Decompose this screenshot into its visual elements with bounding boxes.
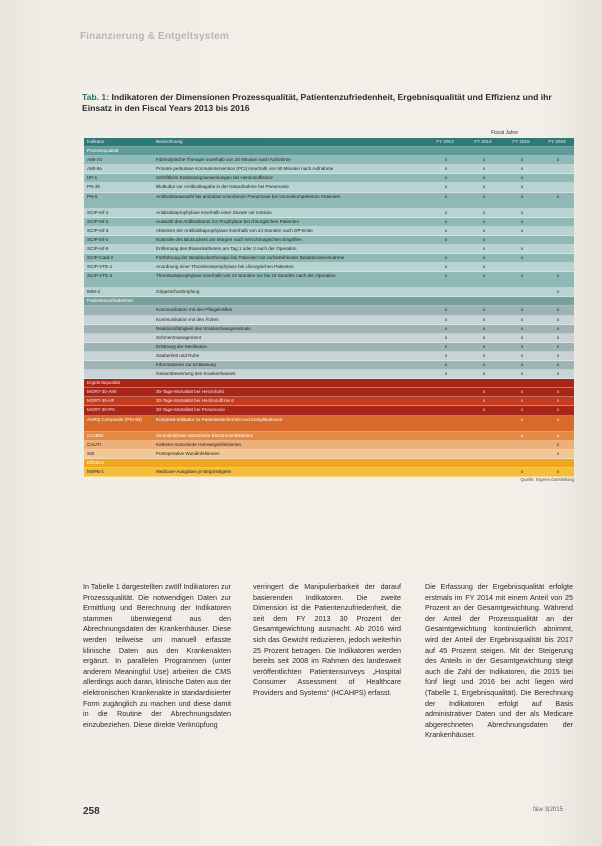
indicator-description: Erklärung der Medikation (156, 343, 208, 349)
indicator-description: 30-Tage-Mortalität bei Herzinsuffizienz (156, 398, 235, 404)
year-mark: x (556, 450, 560, 456)
section-heading: Finanzierung & Entgeltsystem (80, 31, 229, 42)
category-label: Ergebnisqualität (87, 380, 120, 386)
indicator-table (84, 128, 574, 485)
indicator-description: Schriftliche Entlassungsanweisungen bei Herzinsuffizienz (156, 175, 273, 181)
indicator-description: Antibiotikaauswahl bei ambulant erworbener Pneumonie bei immunkompetenten Patienten (156, 193, 341, 199)
indicator-code: SCIP-Inf-4 (87, 236, 109, 242)
year-mark: x (556, 157, 560, 163)
page-number: 258 (83, 806, 100, 817)
year-mark: x (520, 371, 524, 377)
year-mark: x (556, 371, 560, 377)
table-row (84, 352, 574, 361)
year-mark: x (556, 316, 560, 322)
year-mark: x (520, 398, 524, 404)
year-mark: x (444, 361, 448, 367)
year-mark: x (556, 307, 560, 313)
table-row (84, 334, 574, 343)
year-mark: x (556, 361, 560, 367)
category-label: Effizienz (87, 459, 105, 465)
year-mark: x (520, 255, 524, 261)
indicator-description: Thromboseprophylaxe innerhalb von 24 Stunden vor bis 24 Stunden nach der Operation (156, 273, 336, 279)
column-header-year: FY 2014 (474, 139, 492, 144)
table-title-text: Indikatoren der Dimensionen Prozessqualität, Patientenzufriedenheit, Ergebnisqualität und Effizienz und ihr Einsatz in den Fiscal Years 2013 bis 2016 (82, 92, 552, 113)
year-mark: x (444, 209, 448, 215)
indicator-code: HF-1 (87, 175, 98, 181)
indicator-code: CLABSI (87, 432, 104, 438)
table-title (82, 92, 577, 114)
year-mark: x (444, 166, 448, 172)
year-mark: x (556, 289, 560, 295)
year-mark: x (520, 184, 524, 190)
year-mark: x (482, 193, 486, 199)
indicator-code: AMI-8a (87, 166, 102, 172)
indicator-code: SCIP-VTE-1 (87, 264, 113, 270)
year-mark: x (556, 468, 560, 474)
column-header-description: Bezeichnung (156, 139, 183, 144)
year-mark: x (482, 371, 486, 377)
year-mark: x (482, 209, 486, 215)
year-mark: x (444, 343, 448, 349)
text-column-1: In Tabelle 1 dargestellten zwölf Indikatoren zur Prozessqualität. Die notwendigen Daten zur Ermittlung und Berechnung der Indikatoren stammen überwiegend aus den Abrechnungsdaten der Krankenhäuser. Diese werden teilweise um manuell erfasste klinische Daten aus den Krankenakten ergänzt. In parallelen Programmen (unter anderem Meaningful Use) arbeiten die CMS allerdings auch daran, klinische Daten aus der elektronischen Krankenakte in standardisierter Form zugänglich zu machen und diese damit in die Routine der Abrechnungsdaten einzubeziehen. Diese direkte Verknüpfung (83, 582, 231, 729)
indicator-description: Absetzen der Antibiotikaprophylaxe innerhalb von 24 Stunden nach OP-Ende (156, 227, 313, 233)
indicator-description: 30-Tage-Mortalität bei Pneumonie (156, 407, 225, 413)
year-mark: x (444, 307, 448, 313)
text-column-3: Die Erfassung der Ergebnisqualität erfolgte erstmals im FY 2014 mit einem Anteil von 25 Prozent an der Gesamtgewichtung. Während der Anteil der Prozessqualität an der Gesamtgewichtung kontinuierlich abnimmt, wird der Anteil der Ergebnisqualität bis 2017 auf 45 Prozent steigen. Mit der Steigerung des Anteils in der Gesamtgewichtung steigt auch die Zahl der Indikatoren, die 2015 bei fünf liegt und 2016 bei acht liegen wird (Tabelle 1, Ergebnisqualität). Die Berechnung der Indikatoren erfolgt auf Basis administrativer Daten und der als Medicare abgerechneten Abrechnungsdaten der Krankenhäuser. (425, 582, 573, 740)
year-mark: x (482, 255, 486, 261)
table-row (84, 165, 574, 174)
year-mark: x (556, 407, 560, 413)
year-mark: x (520, 218, 524, 224)
table-row (84, 397, 574, 406)
table-row (84, 288, 574, 297)
table-row (84, 416, 574, 432)
category-row-efficiency (84, 459, 574, 468)
category-label: Patientenzufriedenheit (87, 298, 133, 304)
indicator-description: Fortführung der Betablockertherapie bei Patienten mit vorbestehender Betablockereinnahme (156, 255, 345, 261)
indicator-code: AHRQ Composite (PSI-90) (87, 416, 142, 422)
year-mark: x (482, 307, 486, 313)
year-mark: x (520, 343, 524, 349)
indicator-description: Kommunikation mit den Pflegekräften (156, 307, 233, 313)
year-mark: x (482, 398, 486, 404)
indicator-description: Kommunikation mit den Ärzten (156, 316, 219, 322)
year-mark: x (444, 255, 448, 261)
year-mark: x (444, 227, 448, 233)
table-row (84, 263, 574, 272)
indicator-code: PN-6 (87, 193, 98, 199)
year-mark: x (444, 371, 448, 377)
year-mark: x (444, 157, 448, 163)
year-mark: x (482, 352, 486, 358)
year-mark: x (556, 441, 560, 447)
table-row (84, 306, 574, 315)
text-column-2: verringert die Manipulierbarkeit der darauf basierenden Indikatoren. Die zweite Dimension ist die Patientenzufriedenheit, die seit dem FY 2013 30 Prozent der Gesamtgewichtung ausmacht. Ab 2016 wird sich das Gewicht reduzieren, jedoch weiterhin 25 Prozent betragen. Die Indikatoren werden bereits seit 2008 im Rahmen des landesweit veröffentlichten Patientensurveys „Hospital Consumer Assessment of Healthcare Providers and Systems“ (HCAHPS) erfasst. (253, 582, 401, 697)
category-row-patient (84, 297, 574, 306)
year-mark: x (520, 209, 524, 215)
year-mark: x (444, 352, 448, 358)
year-mark: x (520, 432, 524, 438)
table-row (84, 441, 574, 450)
indicator-code: IMM-2 (87, 289, 101, 295)
table-row (84, 174, 574, 183)
year-mark: x (520, 193, 524, 199)
year-mark: x (482, 273, 486, 279)
column-header-indicator: Indikator (87, 139, 105, 144)
indicator-code: MSPB-1 (87, 468, 105, 474)
year-mark: x (444, 316, 448, 322)
indicator-description: Blutkultur vor Antibiotikagabe in der Notaufnahme bei Pneumonie (156, 184, 289, 190)
indicator-code: MORT-30-AMI (87, 389, 117, 395)
table-row (84, 370, 574, 379)
indicator-description: 30-Tage-Mortalität bei Herzinfarkt (156, 389, 224, 395)
year-mark: x (520, 468, 524, 474)
indicator-code: SCIP-Inf-2 (87, 218, 109, 224)
year-mark: x (482, 407, 486, 413)
year-mark: x (482, 343, 486, 349)
table-row (84, 450, 574, 459)
indicator-code: SCIP-VTE-2 (87, 273, 113, 279)
indicator-code: MORT-30-PN (87, 407, 115, 413)
table-row (84, 361, 574, 370)
table-row (84, 245, 574, 254)
year-mark: x (556, 343, 560, 349)
year-mark: x (482, 166, 486, 172)
year-mark: x (520, 175, 524, 181)
indicator-code: MORT-30-HF (87, 398, 115, 404)
indicator-description: Anordnung einer Thromboseprophylaxe bei chirurgischen Patienten (156, 264, 294, 270)
year-mark: x (520, 361, 524, 367)
indicator-description: Primäre perkutane Koronarintervention (PCI) innerhalb von 90 Minuten nach Aufnahme (156, 166, 334, 172)
year-mark: x (556, 325, 560, 331)
year-mark: x (482, 325, 486, 331)
year-mark: x (482, 264, 486, 270)
year-mark: x (444, 193, 448, 199)
table-row (84, 272, 574, 288)
table-row (84, 193, 574, 209)
table-row (84, 406, 574, 415)
table-row (84, 236, 574, 245)
indicator-description: Informationen zur Entlassung (156, 361, 216, 367)
year-mark: x (520, 227, 524, 233)
year-mark: x (520, 245, 524, 251)
year-mark: x (444, 264, 448, 270)
table-row (84, 343, 574, 352)
table-row (84, 209, 574, 218)
indicator-description: Sauberkeit und Ruhe (156, 352, 200, 358)
year-mark: x (520, 316, 524, 322)
year-mark: x (444, 236, 448, 242)
indicator-code: AMI-7a (87, 157, 102, 163)
table-header-row (84, 138, 574, 147)
indicator-description: Reaktionsfähigkeit des Krankenhauspersonals (156, 325, 251, 331)
year-mark: x (556, 334, 560, 340)
year-mark: x (520, 273, 524, 279)
category-row-process (84, 147, 574, 156)
year-mark: x (520, 407, 524, 413)
year-mark: x (520, 166, 524, 172)
indicator-description: Postoperative Wundinfektionen (156, 450, 220, 456)
table-row (84, 325, 574, 334)
fiscal-years-header: Fiscal Jahre (491, 130, 518, 136)
year-mark: x (482, 236, 486, 242)
table-row (84, 254, 574, 263)
year-mark: x (444, 325, 448, 331)
indicator-code: SCIP-Inf-3 (87, 227, 109, 233)
year-mark: x (444, 334, 448, 340)
year-mark: x (482, 245, 486, 251)
table-row (84, 227, 574, 236)
category-label: Prozessqualität (87, 148, 119, 154)
year-mark: x (520, 416, 524, 422)
year-mark: x (482, 218, 486, 224)
year-mark: x (520, 325, 524, 331)
column-header-year: FY 2015 (512, 139, 530, 144)
column-header-year: FY 2016 (548, 139, 566, 144)
table-row (84, 183, 574, 192)
indicator-description: Antibiotikaprophylaxe innerhalb einer Stunde vor Inzision (156, 209, 272, 215)
indicator-description: Komposit-Indikator zu Patientensicherheit und Komplikationen (156, 416, 283, 422)
indicator-description: Gesamtbewertung des Krankenhauses (156, 371, 236, 377)
year-mark: x (520, 334, 524, 340)
year-mark: x (556, 398, 560, 404)
year-mark: x (482, 184, 486, 190)
year-mark: x (444, 218, 448, 224)
table-row (84, 468, 574, 477)
indicator-description: Grippeschutzimpfung (156, 289, 200, 295)
year-mark: x (482, 227, 486, 233)
indicator-description: Zentralkatheter-assoziierte Blutstrominfektionen (156, 432, 254, 438)
category-row-outcome (84, 379, 574, 388)
year-mark: x (482, 157, 486, 163)
table-row (84, 388, 574, 397)
year-mark: x (482, 361, 486, 367)
year-mark: x (444, 175, 448, 181)
indicator-description: Katheter-assoziierte Harnwegsinfektionen (156, 441, 242, 447)
year-mark: x (482, 175, 486, 181)
year-mark: x (520, 157, 524, 163)
table-source: Quelle: Eigene Darstellung (520, 477, 574, 482)
year-mark: x (520, 307, 524, 313)
year-mark: x (482, 316, 486, 322)
year-mark: x (482, 334, 486, 340)
column-header-year: FY 2013 (436, 139, 454, 144)
year-mark: x (482, 389, 486, 395)
year-mark: x (520, 352, 524, 358)
table-row (84, 156, 574, 165)
magazine-issue: f&w 3|2015 (533, 807, 563, 813)
indicator-description: Medicare-Ausgaben je Begünstigtem (156, 468, 232, 474)
table-title-lead: Tab. 1: (82, 92, 110, 102)
year-mark: x (556, 193, 560, 199)
table-row (84, 316, 574, 325)
indicator-code: SCIP-Inf-9 (87, 245, 109, 251)
year-mark: x (556, 432, 560, 438)
indicator-description: Auswahl des Antibiotikums zur Prophylaxe bei chirurgischen Patienten (156, 218, 299, 224)
indicator-code: SSI (87, 450, 95, 456)
year-mark: x (556, 352, 560, 358)
indicator-code: PN-3b (87, 184, 101, 190)
indicator-code: CAUTI (87, 441, 101, 447)
indicator-description: Fibrinolytische Therapie innerhalb von 30 Minuten nach Aufnahme (156, 157, 291, 163)
year-mark: x (520, 389, 524, 395)
table-row (84, 432, 574, 441)
indicator-description: Kontrolle des Blutzuckers am Morgen nach herzchirurgischen Eingriffen (156, 236, 302, 242)
year-mark: x (444, 273, 448, 279)
indicator-code: SCIP-Card-2 (87, 255, 114, 261)
year-mark: x (556, 273, 560, 279)
year-mark: x (444, 184, 448, 190)
indicator-description: Schmerzmanagement (156, 334, 201, 340)
indicator-description: Entfernung des Blasenkatheters am Tag 1 oder 2 nach der Operation (156, 245, 297, 251)
year-mark: x (556, 416, 560, 422)
table-row (84, 218, 574, 227)
indicator-code: SCIP-Inf-1 (87, 209, 109, 215)
year-mark: x (556, 389, 560, 395)
